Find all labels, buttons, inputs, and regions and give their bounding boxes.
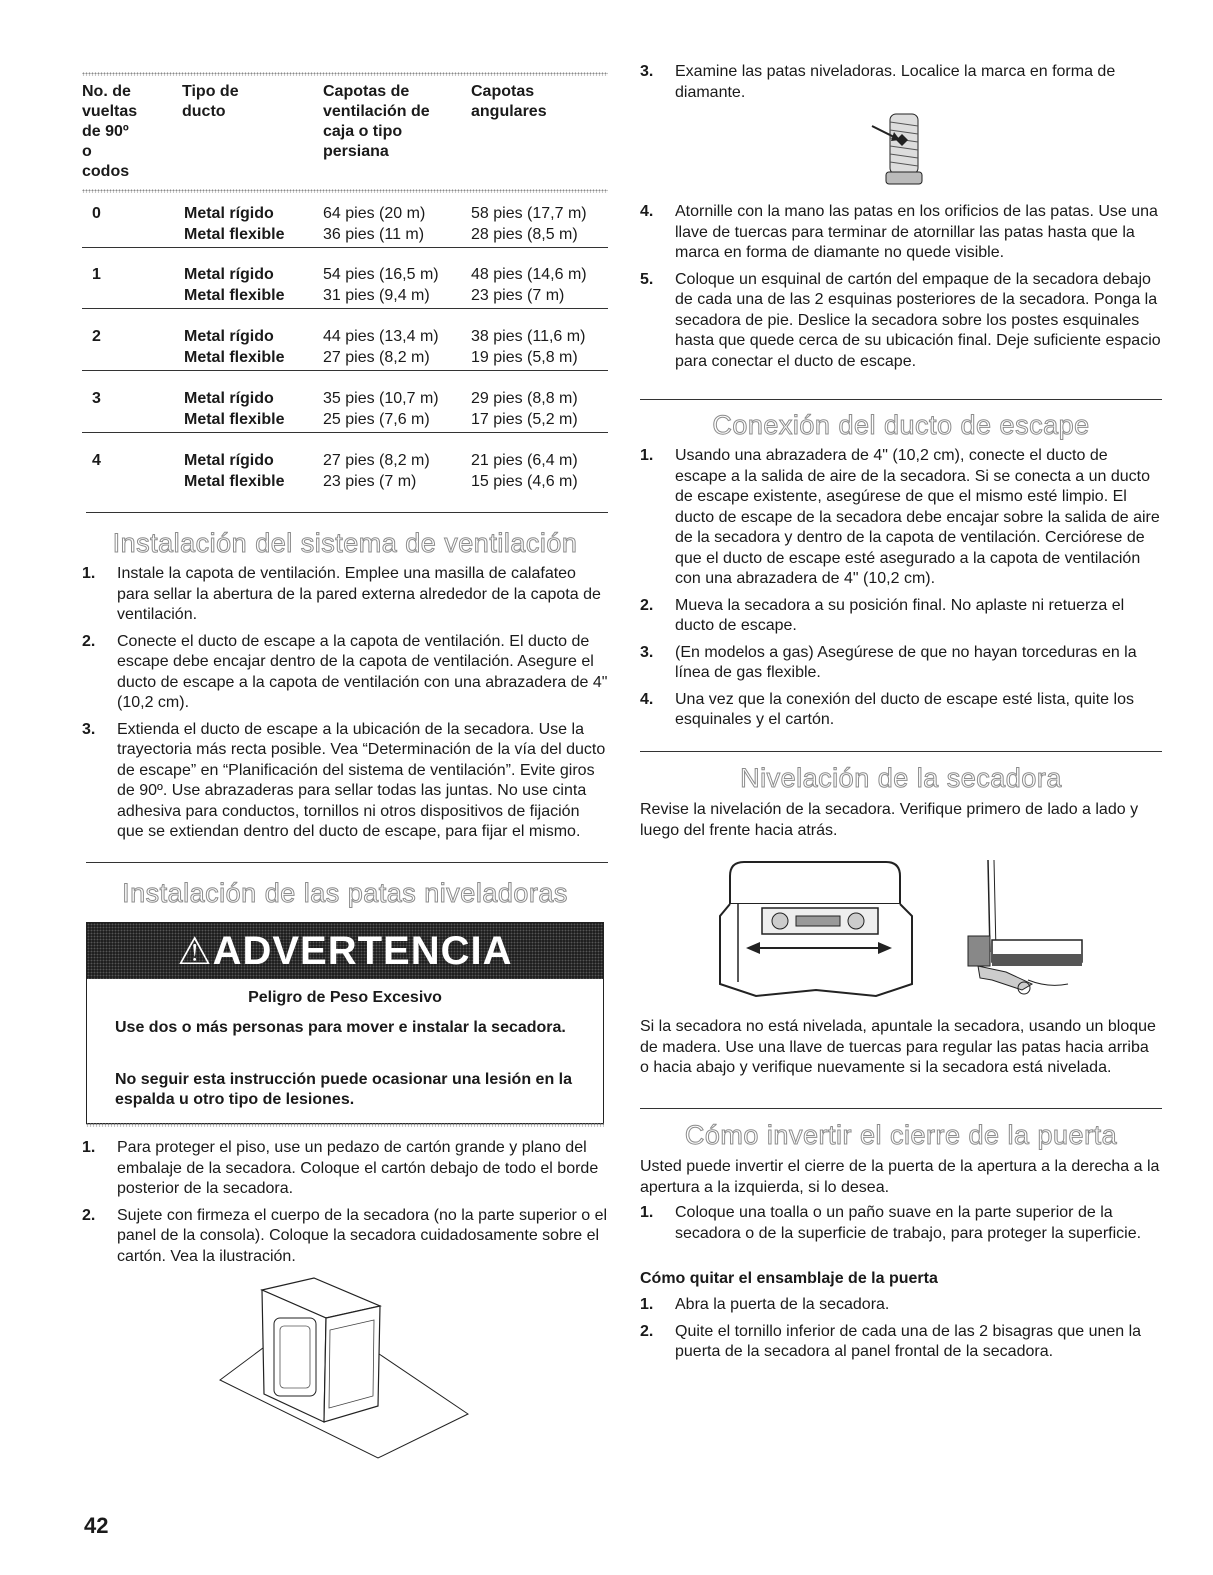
vent-install-steps: [82, 564, 608, 849]
row-type-flexible: Metal flexible: [184, 287, 285, 304]
list-item: [82, 564, 608, 626]
row-type-flexible: Metal flexible: [184, 411, 285, 428]
row-turns: 2: [92, 328, 101, 345]
section-title-vent-install: Instalación del sistema de ventilación: [112, 528, 578, 558]
list-item: [640, 62, 1162, 103]
step-text: Coloque una toalla o un paño suave en la parte superior de la secadora o de la superficie de trabajo, para proteger la superficie.: [675, 1204, 1142, 1242]
row-box-flexible: 27 pies (8,2 m): [323, 349, 430, 366]
table-header-type-l2: ducto: [182, 103, 226, 120]
table-row: [82, 326, 608, 371]
row-type-rigid: Metal rígido: [184, 328, 274, 345]
list-item: [82, 632, 608, 714]
row-turns: 0: [92, 205, 101, 222]
row-box-rigid: 44 pies (13,4 m): [323, 328, 439, 345]
section-divider: [86, 512, 608, 513]
warning-bottom-rule: [86, 1123, 604, 1127]
table-header-type-l1: Tipo de: [182, 83, 239, 100]
row-angled-flexible: 15 pies (4,6 m): [471, 473, 578, 490]
leveling-legs-steps-continued: [640, 62, 1162, 109]
leveling-leg-adjust-illustration: [958, 856, 1088, 1006]
row-type-flexible: Metal flexible: [184, 349, 285, 366]
leveling-intro: Revise la nivelación de la secadora. Verifique primero de lado a lado y luego del frente hacia atrás.: [640, 801, 1139, 839]
table-header-turns-l4: o: [82, 143, 92, 160]
dryer-on-cardboard-illustration: [218, 1272, 478, 1462]
step-text: Sujete con firmeza el cuerpo de la secadora (no la parte superior o el panel de la consola). Coloque la secadora cuidadosamente sobre el cartón. Vea la ilustración.: [117, 1206, 608, 1265]
row-type-flexible: Metal flexible: [184, 226, 285, 243]
warning-triangle-icon: ⚠: [177, 931, 213, 973]
row-box-rigid: 27 pies (8,2 m): [323, 452, 430, 469]
warning-line-2: No seguir esta instrucción puede ocasionar una lesión en la espalda u otro tipo de lesiones.: [115, 1071, 573, 1108]
step-number: 5.: [640, 270, 654, 288]
table-header-turns-l1: No. de: [82, 83, 131, 100]
row-angled-rigid: 48 pies (14,6 m): [471, 266, 587, 283]
row-angled-rigid: 29 pies (8,8 m): [471, 390, 578, 407]
table-row: [82, 450, 608, 494]
section-title-exhaust: Conexión del ducto de escape: [712, 410, 1090, 440]
row-box-flexible: 36 pies (11 m): [323, 226, 425, 243]
row-box-rigid: 64 pies (20 m): [323, 205, 426, 222]
step-number: 1.: [640, 447, 654, 464]
section-divider: [640, 399, 1162, 400]
table-header-turns-l3: de 90º: [82, 123, 129, 140]
step-text: Coloque un esquinal de cartón del empaque de la secadora debajo de cada una de las 2 esquinas posteriores de la secadora. Ponga la secadora de pie. Deslice la secadora sobre los postes esquinales hasta que quede cerca de su ubicación final. Deje suficiente espacio para conectar el ducto de escape.: [675, 270, 1161, 370]
list-item: [82, 1138, 608, 1200]
door-removal-steps: [640, 1295, 1162, 1369]
list-item: [640, 1203, 1162, 1244]
step-number: 1.: [82, 1139, 96, 1156]
step-number: 4.: [640, 203, 654, 220]
section-title-leveling: Nivelación de la secadora: [740, 763, 1062, 793]
step-number: 3.: [640, 63, 654, 80]
table-row: [82, 264, 608, 309]
step-number: 3.: [82, 720, 96, 738]
door-removal-subheading: Cómo quitar el ensamblaje de la puerta: [640, 1270, 938, 1287]
dryer-level-side-to-side-illustration: [716, 856, 916, 1006]
row-type-rigid: Metal rígido: [184, 390, 274, 407]
page-number: 42: [84, 1513, 109, 1538]
list-item: [640, 446, 1162, 590]
step-text: Abra la puerta de la secadora.: [675, 1296, 890, 1313]
step-number: 3.: [640, 643, 654, 661]
step-number: 2.: [82, 632, 96, 650]
row-type-rigid: Metal rígido: [184, 452, 274, 469]
table-header-box-l2: ventilación de: [323, 103, 430, 120]
list-item: [640, 690, 1162, 731]
section-title-leveling-legs: Instalación de las patas niveladoras: [122, 878, 568, 908]
table-header-turns-l5: codos: [82, 163, 130, 180]
step-text: (En modelos a gas) Asegúrese de que no hayan torceduras en la línea de gas flexible.: [675, 643, 1137, 681]
table-header-rule: [82, 189, 608, 193]
list-item: [82, 720, 608, 843]
warning-line-1: Use dos o más personas para mover e instalar la secadora.: [115, 1019, 566, 1036]
table-header-box-l3: caja o tipo: [323, 123, 403, 140]
table-header-box-l4: persiana: [323, 143, 389, 160]
step-number: 1.: [82, 565, 96, 582]
table-header-box-l1: Capotas de: [323, 83, 410, 100]
list-item: [640, 202, 1162, 264]
step-text: Extienda el ducto de escape a la ubicación de la secadora. Use la trayectoria más recta posible. Vea “Determinación de la vía del ducto de escape” en “Planificación del sistema de ventilación”. Evite giros de 90º. Use abrazaderas para sellar todas las juntas. No use cinta adhesiva para conductos, tornillos ni otros dispositivos de fijación que se extiendan dentro del ducto de escape, para fijar el mismo.: [117, 720, 606, 840]
step-number: 1.: [640, 1296, 654, 1313]
list-item: [640, 643, 1162, 684]
step-text: Usando una abrazadera de 4" (10,2 cm), conecte el ducto de escape a la salida de aire de la secadora. Si se conecta a un ducto de escape existente, asegúrese de que el mismo esté limpio. El ducto de escape de la secadora debe encajar sobre la salida de aire de la secadora y dentro de la capota de ventilación. Cerciórese de que el ducto de escape esté asegurado a la capota de ventilación con una abrazadera de 4" (10,2 cm).: [675, 447, 1160, 587]
row-box-rigid: 35 pies (10,7 m): [323, 390, 439, 407]
table-row: [82, 388, 608, 433]
table-top-rule: [82, 72, 608, 76]
leveling-leg-illustration: [870, 108, 940, 190]
section-divider: [640, 751, 1162, 752]
warning-banner: [87, 923, 603, 979]
row-angled-flexible: 19 pies (5,8 m): [471, 349, 578, 366]
list-item: [640, 1322, 1162, 1363]
exhaust-steps: [640, 446, 1162, 737]
warning-box: [86, 922, 604, 1124]
table-header-angled-l1: Capotas: [471, 83, 535, 100]
row-angled-flexible: 17 pies (5,2 m): [471, 411, 578, 428]
step-text: Examine las patas niveladoras. Localice la marca en forma de diamante.: [675, 63, 1116, 101]
leveling-legs-steps: [82, 1138, 608, 1273]
row-turns: 4: [92, 452, 101, 469]
leveling-legs-steps-4-5: [640, 202, 1162, 378]
step-number: 2.: [640, 596, 654, 614]
list-item: [82, 1206, 608, 1268]
row-type-flexible: Metal flexible: [184, 473, 285, 490]
row-box-rigid: 54 pies (16,5 m): [323, 266, 439, 283]
list-item: [640, 1295, 1162, 1316]
row-angled-rigid: 58 pies (17,7 m): [471, 205, 587, 222]
row-turns: 1: [92, 266, 101, 283]
warning-subtitle: Peligro de Peso Excesivo: [248, 989, 442, 1006]
step-number: 2.: [82, 1206, 96, 1224]
row-turns: 3: [92, 390, 101, 407]
row-box-flexible: 25 pies (7,6 m): [323, 411, 430, 428]
row-angled-flexible: 23 pies (7 m): [471, 287, 565, 304]
section-divider: [86, 862, 608, 863]
section-title-door-reverse: Cómo invertir el cierre de la puerta: [684, 1120, 1118, 1150]
table-header-turns-l2: vueltas: [82, 103, 138, 120]
row-box-flexible: 23 pies (7 m): [323, 473, 417, 490]
row-box-flexible: 31 pies (9,4 m): [323, 287, 430, 304]
leveling-instructions: Si la secadora no está nivelada, apuntale la secadora, usando un bloque de madera. Use una llave de tuercas para regular las patas hacia arriba o hacia abajo y verifique nuevamente si la secadora está nivelada.: [640, 1018, 1156, 1076]
step-number: 1.: [640, 1204, 654, 1221]
row-type-rigid: Metal rígido: [184, 266, 274, 283]
step-text: Atornille con la mano las patas en los orificios de las patas. Use una llave de tuercas para terminar de atornillar las patas hasta que la marca en forma de diamante no quede visible.: [675, 203, 1158, 261]
door-reverse-intro: Usted puede invertir el cierre de la puerta de la apertura a la derecha a la apertura a la izquierda, si lo desea.: [640, 1158, 1160, 1196]
table-header-angled-l2: angulares: [471, 103, 547, 120]
step-text: Mueva la secadora a su posición final. No aplaste ni retuerza el ducto de escape.: [675, 596, 1125, 634]
table-row: [82, 203, 608, 248]
list-item: [640, 596, 1162, 637]
row-angled-rigid: 38 pies (11,6 m): [471, 328, 586, 345]
step-text: Quite el tornillo inferior de cada una de las 2 bisagras que unen la puerta de la secadora al panel frontal de la secadora.: [675, 1322, 1142, 1360]
section-divider: [640, 1108, 1162, 1109]
step-number: 4.: [640, 690, 654, 708]
step-text: Conecte el ducto de escape a la capota de ventilación. El ducto de escape debe encajar dentro de la capota de ventilación. Asegure el ducto de escape a la capota de ventilación con una abrazadera de 4" (10,2 cm).: [117, 632, 608, 711]
step-text: Instale la capota de ventilación. Emplee una masilla de calafateo para sellar la abertura de la pared externa alrededor de la capota de ventilación.: [117, 565, 601, 623]
step-text: Una vez que la conexión del ducto de escape esté lista, quite los esquinales y el cartón.: [675, 690, 1134, 728]
list-item: [640, 270, 1162, 373]
step-number: 2.: [640, 1322, 654, 1340]
row-angled-rigid: 21 pies (6,4 m): [471, 452, 578, 469]
warning-label: ADVERTENCIA: [212, 929, 513, 973]
door-reverse-steps: [640, 1203, 1162, 1250]
row-type-rigid: Metal rígido: [184, 205, 274, 222]
step-text: Para proteger el piso, use un pedazo de cartón grande y plano del embalaje de la secadora. Coloque el cartón debajo de todo el borde posterior de la secadora.: [117, 1139, 599, 1197]
row-angled-flexible: 28 pies (8,5 m): [471, 226, 578, 243]
